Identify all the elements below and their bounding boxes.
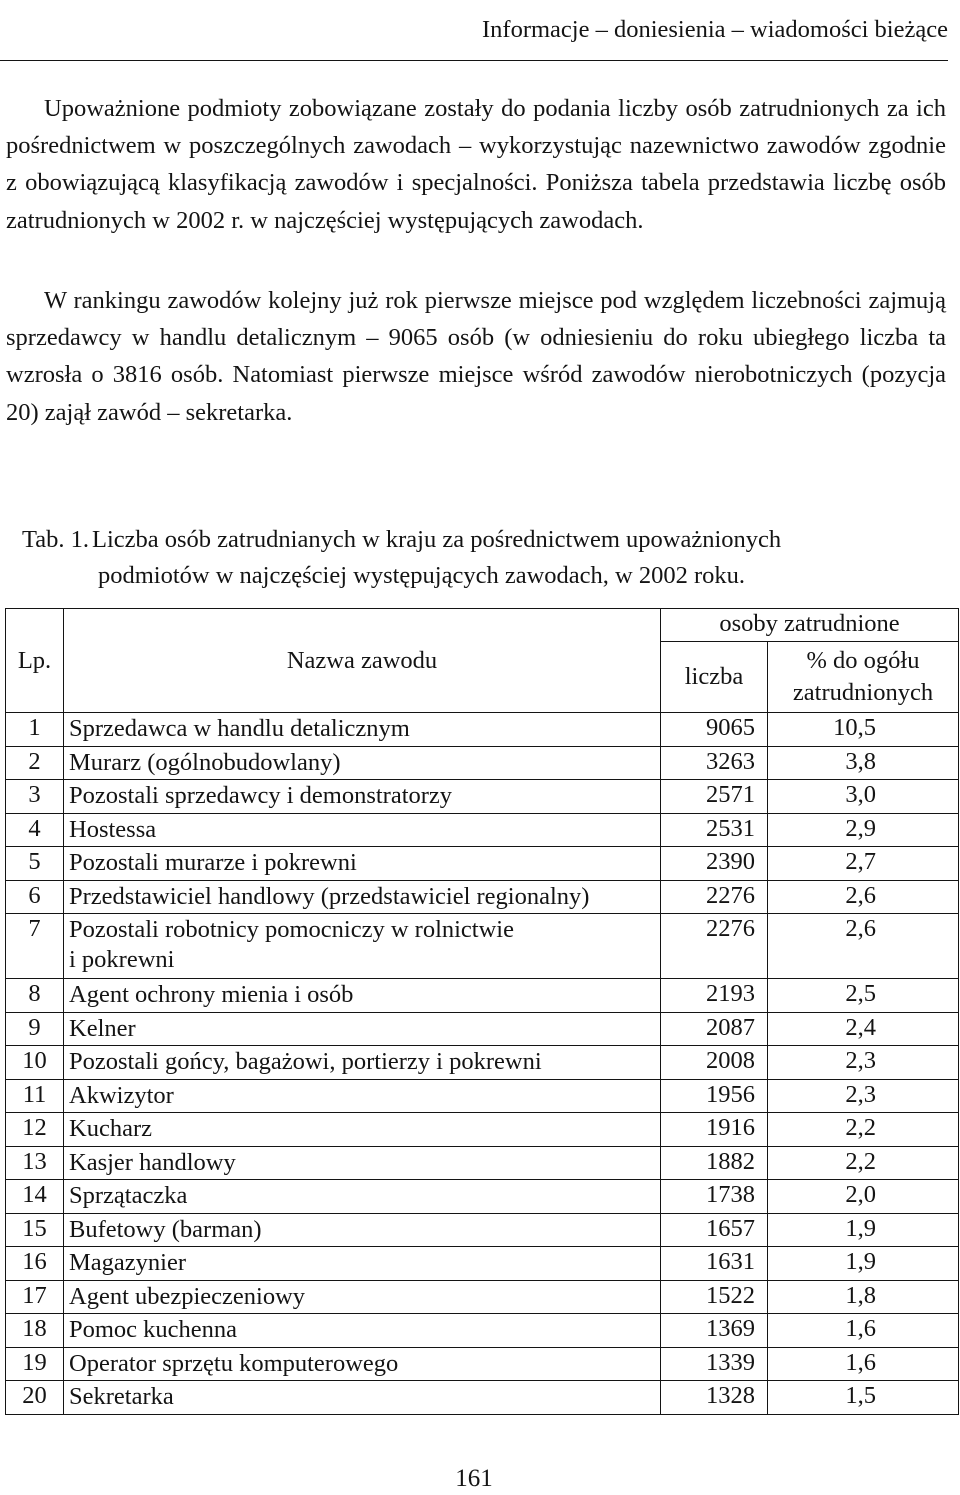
cell-lp: 3 [6, 780, 64, 814]
cell-lp: 14 [6, 1180, 64, 1214]
header-lp: Lp. [6, 609, 64, 713]
cell-lp: 16 [6, 1247, 64, 1281]
table-row [6, 1280, 959, 1314]
cell-name [64, 1113, 661, 1147]
cell-percent: 2,9 [768, 813, 959, 847]
cell-count: 2390 [661, 847, 768, 881]
cell-count: 1657 [661, 1213, 768, 1247]
table-row [6, 880, 959, 914]
running-header: Informacje – doniesienia – wiadomości bieżące [482, 16, 948, 43]
table-caption [22, 522, 942, 594]
cell-count: 1328 [661, 1381, 768, 1415]
cell-name-text: Bufetowy (barman) [69, 1215, 262, 1243]
cell-count: 2571 [661, 780, 768, 814]
table-caption-line1: Liczba osób zatrudnianych w kraju za pośrednictwem upoważnionych [92, 526, 782, 553]
table-row [6, 813, 959, 847]
page-number: 161 [455, 1465, 493, 1492]
cell-lp: 17 [6, 1280, 64, 1314]
cell-lp: 19 [6, 1347, 64, 1381]
cell-name [64, 1213, 661, 1247]
cell-count: 1522 [661, 1280, 768, 1314]
cell-name [64, 780, 661, 814]
cell-name-text: Murarz (ogólnobudowlany) [69, 748, 341, 776]
cell-count: 1738 [661, 1180, 768, 1214]
table-row [6, 713, 959, 747]
cell-name [64, 1314, 661, 1348]
cell-lp: 5 [6, 847, 64, 881]
cell-name [64, 1046, 661, 1080]
cell-name-text: Pozostali sprzedawcy i demonstratorzy [69, 782, 453, 809]
cell-percent: 2,6 [768, 914, 959, 979]
cell-percent: 2,0 [768, 1180, 959, 1214]
cell-name [64, 1247, 661, 1281]
cell-count: 3263 [661, 746, 768, 780]
cell-name-text: Pozostali gońcy, bagażowi, portierzy i pokrewni [69, 1048, 542, 1075]
cell-lp: 9 [6, 1012, 64, 1046]
cell-percent: 3,0 [768, 780, 959, 814]
cell-count: 9065 [661, 713, 768, 747]
cell-lp: 1 [6, 713, 64, 747]
cell-lp: 10 [6, 1046, 64, 1080]
table-caption-line2: podmiotów w najczęściej występujących zawodach, w 2002 roku. [98, 562, 746, 589]
cell-percent: 1,8 [768, 1280, 959, 1314]
cell-lp: 18 [6, 1314, 64, 1348]
cell-name [64, 1280, 661, 1314]
cell-name-text: Hostessa [69, 815, 157, 843]
cell-name [64, 1079, 661, 1113]
table-row [6, 979, 959, 1013]
cell-lp: 20 [6, 1381, 64, 1415]
cell-lp: 2 [6, 746, 64, 780]
table-row [6, 1314, 959, 1348]
cell-name-text: Agent ubezpieczeniowy [69, 1282, 306, 1310]
cell-percent: 2,3 [768, 1046, 959, 1080]
cell-lp: 15 [6, 1213, 64, 1247]
cell-percent: 2,7 [768, 847, 959, 881]
table-row [6, 1180, 959, 1214]
cell-name [64, 847, 661, 881]
cell-lp: 13 [6, 1146, 64, 1180]
cell-count: 2276 [661, 880, 768, 914]
paragraph-intro: Upoważnione podmioty zobowiązane zostały do podania liczby osób zatrudnionych za ich pośrednictwem w poszczególnych zawodach – wykorzystując nazewnictwo zawodów zgodnie z obowiązującą klasyfikacją zawodów i specjalności. Poniższa tabela przedstawia liczbę osób zatrudnionych w 2002 r. w najczęściej występujących zawodach. [6, 95, 946, 234]
cell-lp: 4 [6, 813, 64, 847]
cell-percent: 2,2 [768, 1146, 959, 1180]
cell-name-text: Agent ochrony mienia i osób [69, 981, 354, 1008]
cell-name-text: Sekretarka [69, 1383, 174, 1410]
cell-lp: 12 [6, 1113, 64, 1147]
header-percent-line2: zatrudnionych [792, 679, 934, 706]
table-body [6, 713, 959, 1415]
cell-name-text: Sprzątaczka [69, 1182, 188, 1209]
cell-percent: 2,4 [768, 1012, 959, 1046]
cell-count: 1916 [661, 1113, 768, 1147]
cell-name [64, 1012, 661, 1046]
cell-name-text: Kelner [69, 1014, 136, 1042]
cell-name-text: Akwizytor [69, 1081, 174, 1109]
cell-count: 2087 [661, 1012, 768, 1046]
cell-name [64, 746, 661, 780]
cell-percent: 2,6 [768, 880, 959, 914]
occupations-table [5, 608, 959, 1415]
table-row [6, 746, 959, 780]
table-row [6, 1381, 959, 1415]
cell-name-text: Przedstawiciel handlowy (przedstawiciel regionalny) [69, 882, 590, 910]
table-row [6, 1247, 959, 1281]
cell-count: 1369 [661, 1314, 768, 1348]
cell-name [64, 813, 661, 847]
cell-percent: 1,9 [768, 1213, 959, 1247]
cell-name [64, 1347, 661, 1381]
cell-count: 1631 [661, 1247, 768, 1281]
cell-percent: 2,2 [768, 1113, 959, 1147]
table-row [6, 847, 959, 881]
cell-count: 1956 [661, 1079, 768, 1113]
table-row [6, 1012, 959, 1046]
cell-count: 2531 [661, 813, 768, 847]
cell-name [64, 979, 661, 1013]
cell-percent: 1,6 [768, 1347, 959, 1381]
cell-count: 2276 [661, 914, 768, 979]
cell-percent: 1,5 [768, 1381, 959, 1415]
table-row [6, 1347, 959, 1381]
cell-count: 1882 [661, 1146, 768, 1180]
cell-name [64, 1146, 661, 1180]
cell-name-text: Sprzedawca w handlu detalicznym [69, 715, 410, 742]
paragraph-ranking: W rankingu zawodów kolejny już rok pierwsze miejsce pod względem liczebności zajmują sprzedawcy w handlu detalicznym – 9065 osób (w odniesieniu do roku ubiegłego liczba ta wzrosła o 3816 osób. Natomiast pierwsze miejsce wśród zawodów nierobotniczych (pozycja 20) zajął zawód – sekretarka. [6, 287, 946, 426]
cell-name [64, 1180, 661, 1214]
cell-lp: 8 [6, 979, 64, 1013]
header-percent [768, 642, 959, 713]
table-row [6, 780, 959, 814]
cell-name-text: Pozostali murarze i pokrewni [69, 849, 357, 876]
header-count: liczba [661, 642, 768, 713]
table-row [6, 1046, 959, 1080]
cell-lp: 6 [6, 880, 64, 914]
cell-count: 2193 [661, 979, 768, 1013]
cell-name [64, 880, 661, 914]
cell-percent: 1,6 [768, 1314, 959, 1348]
cell-percent: 2,5 [768, 979, 959, 1013]
cell-name-text: Kasjer handlowy [69, 1148, 236, 1176]
header-rule [0, 60, 948, 61]
cell-count: 2008 [661, 1046, 768, 1080]
cell-lp: 11 [6, 1079, 64, 1113]
table-row [6, 1213, 959, 1247]
cell-percent: 1,9 [768, 1247, 959, 1281]
cell-name-text: Magazynier [69, 1249, 186, 1276]
cell-name-text: Pozostali robotnicy pomocniczy w rolnictwie [69, 916, 514, 943]
cell-name-text: Kucharz [69, 1115, 152, 1142]
cell-name [64, 713, 661, 747]
table-row [6, 1113, 959, 1147]
cell-name [64, 914, 661, 979]
header-percent-line1: % do ogółu [806, 647, 920, 674]
cell-percent: 3,8 [768, 746, 959, 780]
cell-percent: 2,3 [768, 1079, 959, 1113]
header-name: Nazwa zawodu [64, 609, 661, 713]
cell-name-text: Pomoc kuchenna [69, 1316, 238, 1343]
cell-name [64, 1381, 661, 1415]
cell-count: 1339 [661, 1347, 768, 1381]
cell-lp: 7 [6, 914, 64, 979]
cell-name-text: Operator sprzętu komputerowego [69, 1349, 399, 1377]
cell-percent: 10,5 [768, 713, 959, 747]
table-caption-label: Tab. 1. [22, 526, 90, 553]
table-row [6, 1079, 959, 1113]
table-row [6, 914, 959, 979]
header-employed-group: osoby zatrudnione [661, 609, 959, 642]
cell-name-continuation: i pokrewni [69, 946, 175, 973]
table-row [6, 1146, 959, 1180]
